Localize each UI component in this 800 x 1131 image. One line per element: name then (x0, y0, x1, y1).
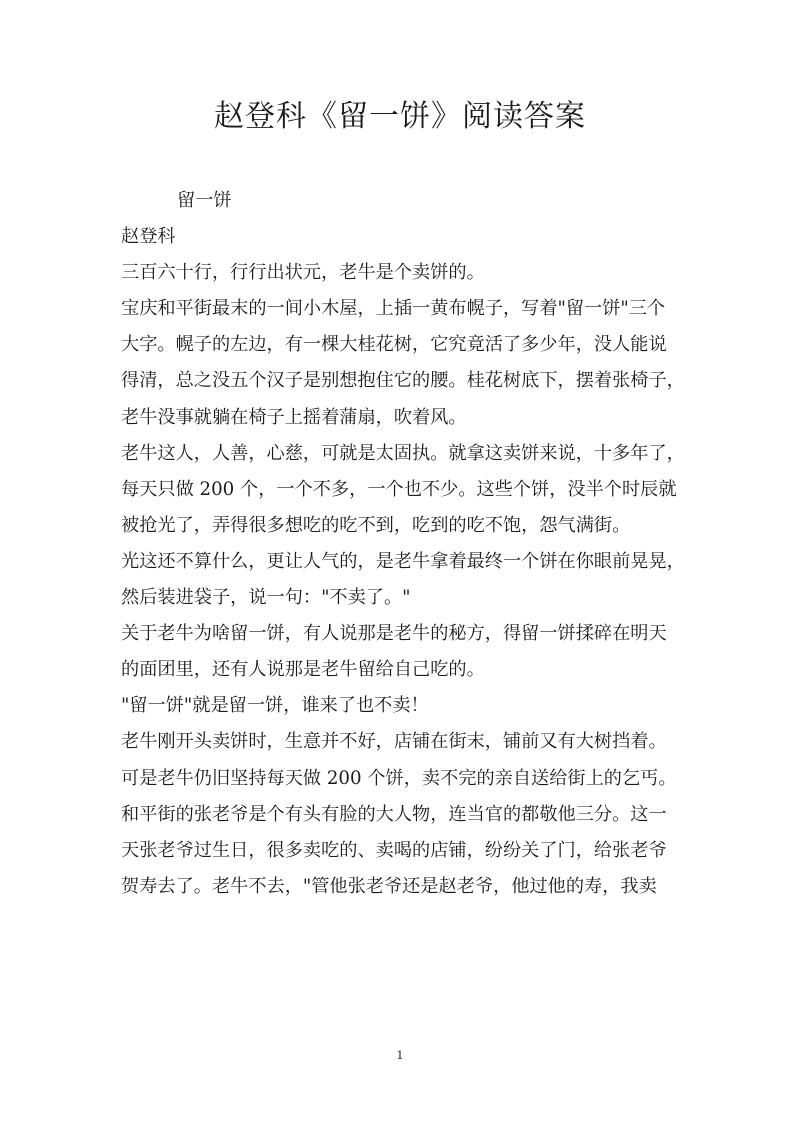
paragraph-line: 老牛刚开头卖饼时，生意并不好，店铺在街末，铺前又有大树挡着。 (121, 731, 667, 753)
article-title-line: 留一饼 (177, 190, 232, 211)
paragraph-line: 和平街的张老爷是个有头有脸的大人物，连当官的都敬他三分。这一 (121, 803, 667, 825)
paragraph-line: 大字。幌子的左边，有一棵大桂花树，它究竟活了多少年，没人能说 (121, 334, 667, 356)
paragraph-line: 老牛这人，人善，心慈，可就是太固执。就拿这卖饼来说，十多年了， (121, 442, 685, 464)
paragraph-line: 光这还不算什么，更让人气的，是老牛拿着最终一个饼在你眼前晃晃， (121, 550, 685, 572)
paragraph-line: 宝庆和平街最末的一间小木屋，上插一黄布幌子，写着"留一饼"三个 (121, 298, 666, 320)
paragraph-line: 得清，总之没五个汉子是别想抱住它的腰。桂花树底下，摆着张椅子， (121, 370, 685, 392)
paragraph-line: 每天只做 200 个，一个不多，一个也不少。这些个饼，没半个时辰就 (121, 478, 677, 500)
paragraph-line: 贺寿去了。老牛不去，"管他张老爷还是赵老爷，他过他的寿，我卖 (121, 875, 657, 897)
document-title: 赵登科《留一饼》阅读答案 (214, 99, 586, 134)
paragraph-line: 老牛没事就躺在椅子上摇着蒲扇，吹着风。 (121, 406, 467, 428)
paragraph-line: 的面团里，还有人说那是老牛留给自己吃的。 (121, 659, 485, 681)
paragraph-line: 三百六十行，行行出状元，老牛是个卖饼的。 (121, 262, 485, 284)
article-body (121, 183, 691, 905)
paragraph-line: 关于老牛为啥留一饼，有人说那是老牛的秘方，得留一饼揉碎在明天 (121, 623, 667, 645)
author-line: 赵登科 (121, 226, 176, 248)
paragraph-line: "留一饼"就是留一饼，谁来了也不卖！ (121, 695, 429, 717)
paragraph-line: 天张老爷过生日，很多卖吃的、卖喝的店铺，纷纷关了门，给张老爷 (121, 839, 667, 861)
page-number: 1 (396, 1049, 404, 1062)
paragraph-line: 被抢光了，弄得很多想吃的吃不到，吃到的吃不饱，怨气满街。 (121, 514, 631, 536)
paragraph-line: 然后装进袋子，说一句："不卖了。" (121, 587, 411, 609)
paragraph-line: 可是老牛仍旧坚持每天做 200 个饼，卖不完的亲自送给街上的乞丐。 (121, 767, 677, 789)
